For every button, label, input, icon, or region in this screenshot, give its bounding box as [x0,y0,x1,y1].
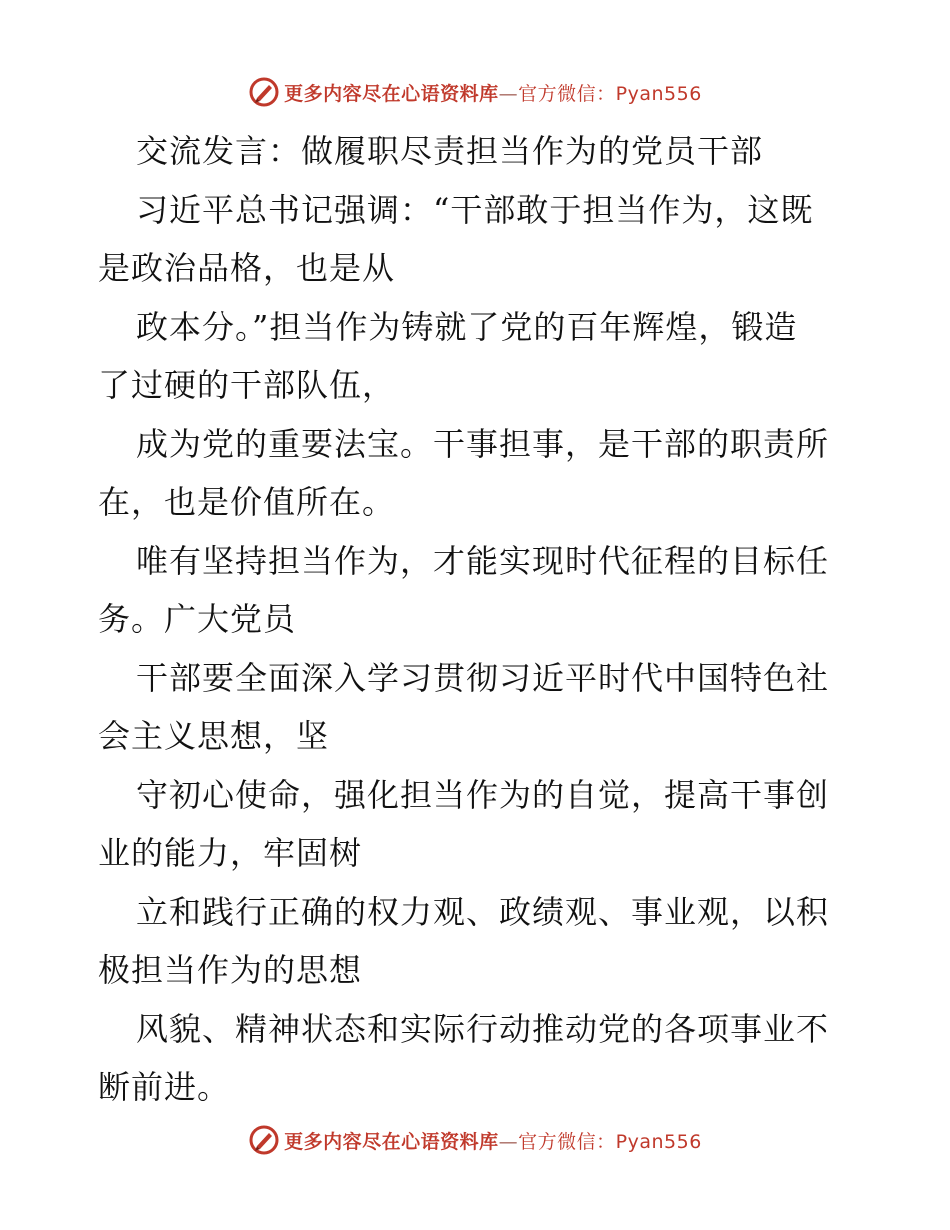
text-line: 习近平总书记强调：“干部敢于担当作为，这既 [136,190,814,229]
text-line: 会主义思想，坚 [98,717,330,755]
document-body [98,122,858,1117]
text-line: 守初心使命，强化担当作为的自觉，提高干事创 [136,775,830,814]
text-line: 极担当作为的思想 [98,951,363,989]
text-line: 断前进。 [98,1068,231,1106]
text-line: 政本分。”担当作为铸就了党的百年辉煌，锻造 [136,307,798,346]
text-line: 成为党的重要法宝。干事担事，是干部的职责所 [136,424,830,463]
pen-logo-icon [248,76,280,108]
banner-text [284,79,702,106]
banner-separator: — [498,1130,519,1153]
text-line: 业的能力，牢固树 [98,834,363,872]
banner-wechat-text: 官方微信：Pyan556 [518,82,702,105]
banner-site-text: 更多内容尽在心语资料库 [284,1130,499,1153]
banner-separator: — [498,82,519,105]
text-line: 交流发言：做履职尽责担当作为的党员干部 [136,132,764,170]
text-line: 了过硬的干部队伍， [98,366,396,404]
text-line: 风貌、精神状态和实际行动推动党的各项事业不 [136,1009,830,1048]
text-line: 干部要全面深入学习贯彻习近平时代中国特色社 [136,658,830,697]
text-line: 立和践行正确的权力观、政绩观、事业观，以积 [136,892,830,931]
banner-site-text: 更多内容尽在心语资料库 [284,82,499,105]
text-line: 是政治品格，也是从 [98,249,396,287]
banner-wechat-text: 官方微信：Pyan556 [518,1130,702,1153]
text-line: 在，也是价值所在。 [98,483,396,521]
banner-text [284,1127,702,1154]
header-banner [0,72,950,112]
footer-banner [0,1120,950,1160]
pen-logo-icon [248,1124,280,1156]
text-line: 唯有坚持担当作为，才能实现时代征程的目标任 [136,541,830,580]
text-line: 务。广大党员 [98,600,297,638]
